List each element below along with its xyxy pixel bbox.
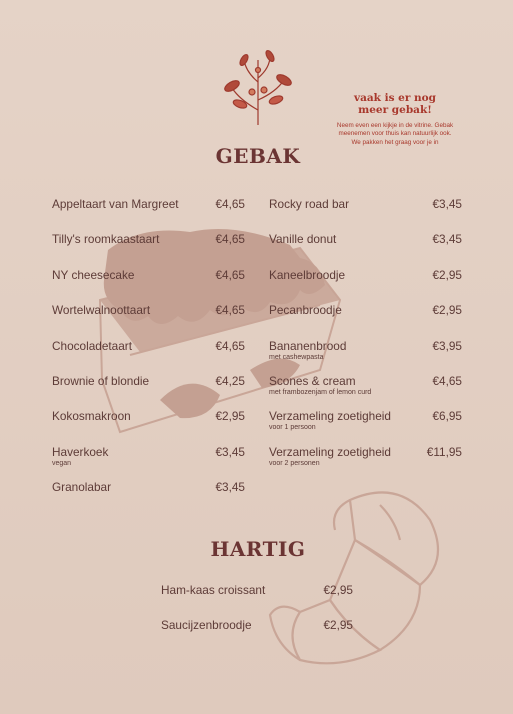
menu-item-price: €4,65 [215, 303, 245, 318]
menu-item-name: Granolabar [52, 480, 112, 495]
menu-item-name: Kokosmakroon [52, 409, 131, 424]
menu-item [269, 339, 462, 369]
menu-item-name: Chocoladetaart [52, 338, 133, 353]
menu-item-note: voor 2 personen [269, 459, 320, 467]
leaf-logo [223, 49, 293, 125]
menu-item-name: Kaneelbroodje [269, 267, 346, 282]
menu-item [269, 374, 462, 404]
menu-item-name: Brownie of blondie [52, 374, 150, 388]
menu-item [52, 339, 245, 369]
menu-item-price: €2,95 [432, 303, 462, 318]
menu-item-price: €4,65 [215, 232, 245, 247]
menu-item-name: Bananenbrood [269, 338, 347, 353]
menu-item [52, 268, 245, 298]
menu-item-note: voor 1 persoon [269, 424, 316, 432]
menu-item [52, 445, 245, 475]
menu-item [161, 618, 353, 648]
menu-item-price: €2,95 [323, 618, 353, 633]
menu-item-price: €2,95 [323, 583, 353, 597]
menu-item-price: €3,45 [215, 480, 245, 495]
menu-item-note: vegan [52, 459, 72, 467]
menu-item-name: Haverkoek [52, 444, 109, 459]
menu-item-note: met cashewpasta [269, 353, 324, 361]
menu-item-name: Appeltaart van Margreet [52, 197, 179, 211]
menu-item-name: Wortelwalnoottaart [52, 303, 151, 318]
menu-item-name: Verzameling zoetigheid [269, 409, 391, 424]
menu-item [52, 197, 245, 227]
menu-item-price: €11,95 [426, 444, 462, 459]
promo-heading: vaak is er nog meer gebak! [353, 92, 437, 116]
menu-item-price: €3,45 [432, 197, 462, 211]
menu-item-price: €4,65 [215, 267, 245, 282]
menu-item-name: Tilly's roomkaastaart [52, 232, 160, 247]
menu-item [52, 409, 245, 439]
menu-item [269, 232, 462, 262]
menu-item [269, 268, 462, 298]
menu-item-price: €4,65 [215, 197, 245, 211]
menu-item-price: €6,95 [432, 409, 462, 424]
menu-item [269, 197, 462, 227]
menu-item-price: €4,25 [215, 374, 245, 388]
menu-item-price: €4,65 [432, 374, 462, 388]
menu-item-name: Rocky road bar [269, 197, 349, 211]
menu-item [269, 445, 462, 475]
menu-item-price: €3,45 [215, 444, 245, 459]
menu-item-price: €3,95 [432, 338, 462, 353]
menu-item [52, 303, 245, 333]
menu-item-name: Scones & cream [269, 374, 356, 388]
menu-item-name: Pecanbroodje [269, 303, 342, 318]
menu-item-price: €2,95 [215, 409, 245, 424]
section-title-hartig: HARTIG [210, 537, 306, 561]
menu-item [52, 480, 245, 510]
menu-item [269, 409, 462, 439]
promo-text: Neem even een kijkje in de vitrine. Gebak meenemen voor thuis kan natuurlijk ook. We pakken het graag voor je in [336, 122, 454, 146]
menu-item-price: €4,65 [215, 338, 245, 353]
menu-item-price: €3,45 [432, 232, 462, 247]
section-title-gebak: GEBAK [215, 144, 301, 168]
menu-item [269, 303, 462, 333]
menu-item [161, 583, 353, 613]
menu-item-name: NY cheesecake [52, 267, 135, 282]
menu-item-name: Ham-kaas croissant [161, 583, 266, 597]
menu-item-name: Verzameling zoetigheid [269, 444, 391, 459]
menu-item-price: €2,95 [432, 267, 462, 282]
menu-item-name: Vanille donut [269, 232, 337, 247]
menu-item-note: met frambozenjam of lemon curd [269, 389, 372, 396]
menu-item [52, 232, 245, 262]
menu-item-name: Saucijzenbroodje [161, 618, 252, 633]
menu-item [52, 374, 245, 404]
